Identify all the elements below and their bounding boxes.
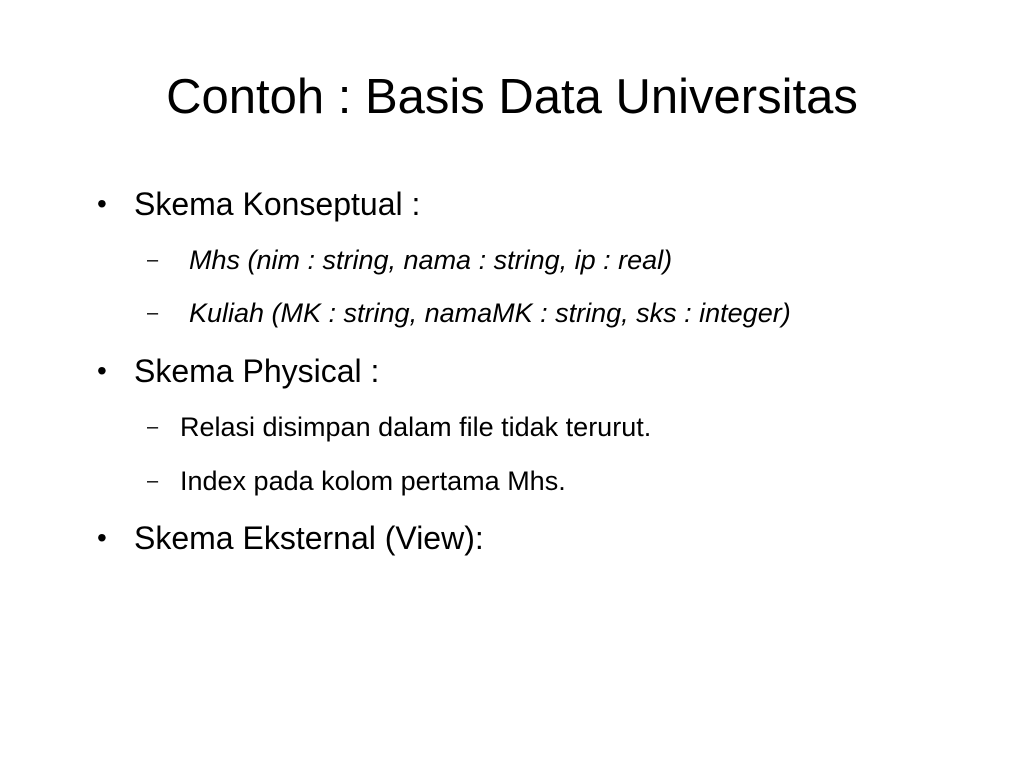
- sub-item-index: [0, 461, 1024, 501]
- dash-icon: –: [147, 416, 159, 438]
- bullet-item-eksternal: [0, 515, 1024, 561]
- bullet-icon: •: [97, 188, 107, 219]
- bullet-icon: •: [97, 355, 107, 386]
- sub-item-relasi: [0, 407, 1024, 447]
- bullet-icon: •: [97, 522, 107, 553]
- sub-item-text: Index pada kolom pertama Mhs.: [180, 466, 566, 496]
- sub-item-mhs: [0, 240, 1024, 280]
- bullet-text: Skema Physical :: [134, 353, 380, 389]
- bullet-item-konseptual: [0, 181, 1024, 227]
- dash-icon: –: [147, 470, 159, 492]
- sub-item-text: Mhs (nim : string, nama : string, ip : real): [189, 245, 673, 275]
- bullet-item-physical: [0, 348, 1024, 394]
- slide-title: Contoh : Basis Data Universitas: [166, 70, 858, 124]
- dash-icon: –: [147, 302, 159, 324]
- bullet-text: Skema Konseptual :: [134, 186, 421, 222]
- dash-icon: –: [147, 249, 159, 271]
- sub-item-text: Kuliah (MK : string, namaMK : string, sks : integer): [189, 298, 791, 328]
- bullet-text: Skema Eksternal (View):: [134, 520, 484, 556]
- sub-item-kuliah: [0, 293, 1024, 333]
- sub-item-text: Relasi disimpan dalam file tidak terurut.: [180, 412, 652, 442]
